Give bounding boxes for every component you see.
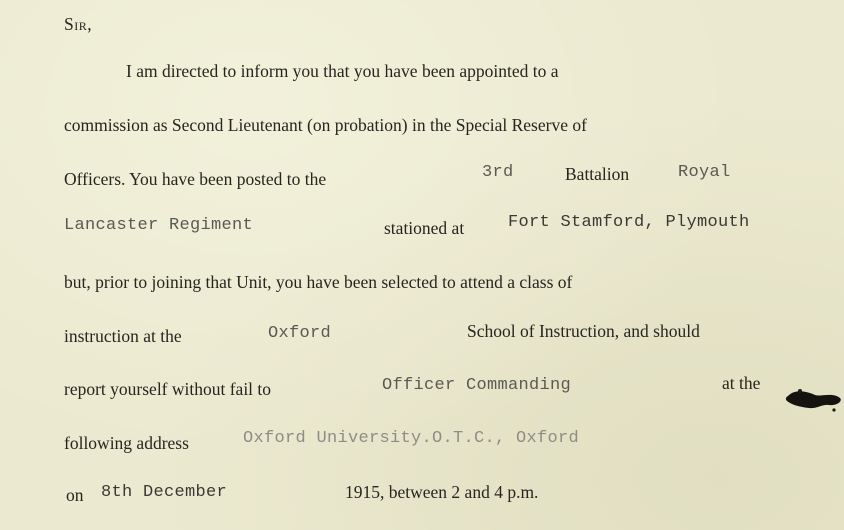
report-to-officer bbox=[382, 377, 571, 394]
report-to-officer-text: Officer Commanding bbox=[382, 376, 572, 395]
paragraph-line-5: but, prior to joining that Unit, you have been selected to attend a class of bbox=[64, 272, 573, 292]
ink-blot bbox=[782, 382, 844, 416]
paragraph-line-7: report yourself without fail to bbox=[64, 379, 272, 399]
regiment-name-part-2: Lancaster Regiment bbox=[64, 216, 254, 235]
paragraph-line-9-on: on bbox=[66, 485, 84, 505]
paragraph-line-6-tail: School of Instruction, and should bbox=[467, 321, 700, 341]
paragraph-line-9-tail: 1915, between 2 and 4 p.m. bbox=[345, 482, 539, 502]
reporting-date: 8th December bbox=[101, 483, 228, 502]
paragraph-line-2: commission as Second Lieutenant (on probation) in the Special Reserve of bbox=[64, 115, 587, 135]
regiment-name-part-1: Royal bbox=[678, 163, 731, 182]
stationed-at-label: stationed at bbox=[384, 218, 465, 238]
paragraph-line-7-tail: at the bbox=[722, 373, 761, 393]
salutation: Sir, bbox=[64, 14, 93, 34]
paragraph-line-3: Officers. You have been posted to the bbox=[64, 169, 327, 189]
school-name: Oxford bbox=[268, 324, 332, 343]
station-location: Fort Stamford, Plymouth bbox=[508, 213, 750, 232]
battalion-number: 3rd bbox=[482, 163, 514, 182]
address: Oxford University.O.T.C., Oxford bbox=[243, 429, 580, 448]
paragraph-line-8: following address bbox=[64, 433, 189, 453]
battalion-word: Battalion bbox=[565, 164, 630, 184]
paragraph-line-6: instruction at the bbox=[64, 326, 182, 346]
paragraph-line-1: I am directed to inform you that you have been appointed to a bbox=[126, 61, 559, 81]
